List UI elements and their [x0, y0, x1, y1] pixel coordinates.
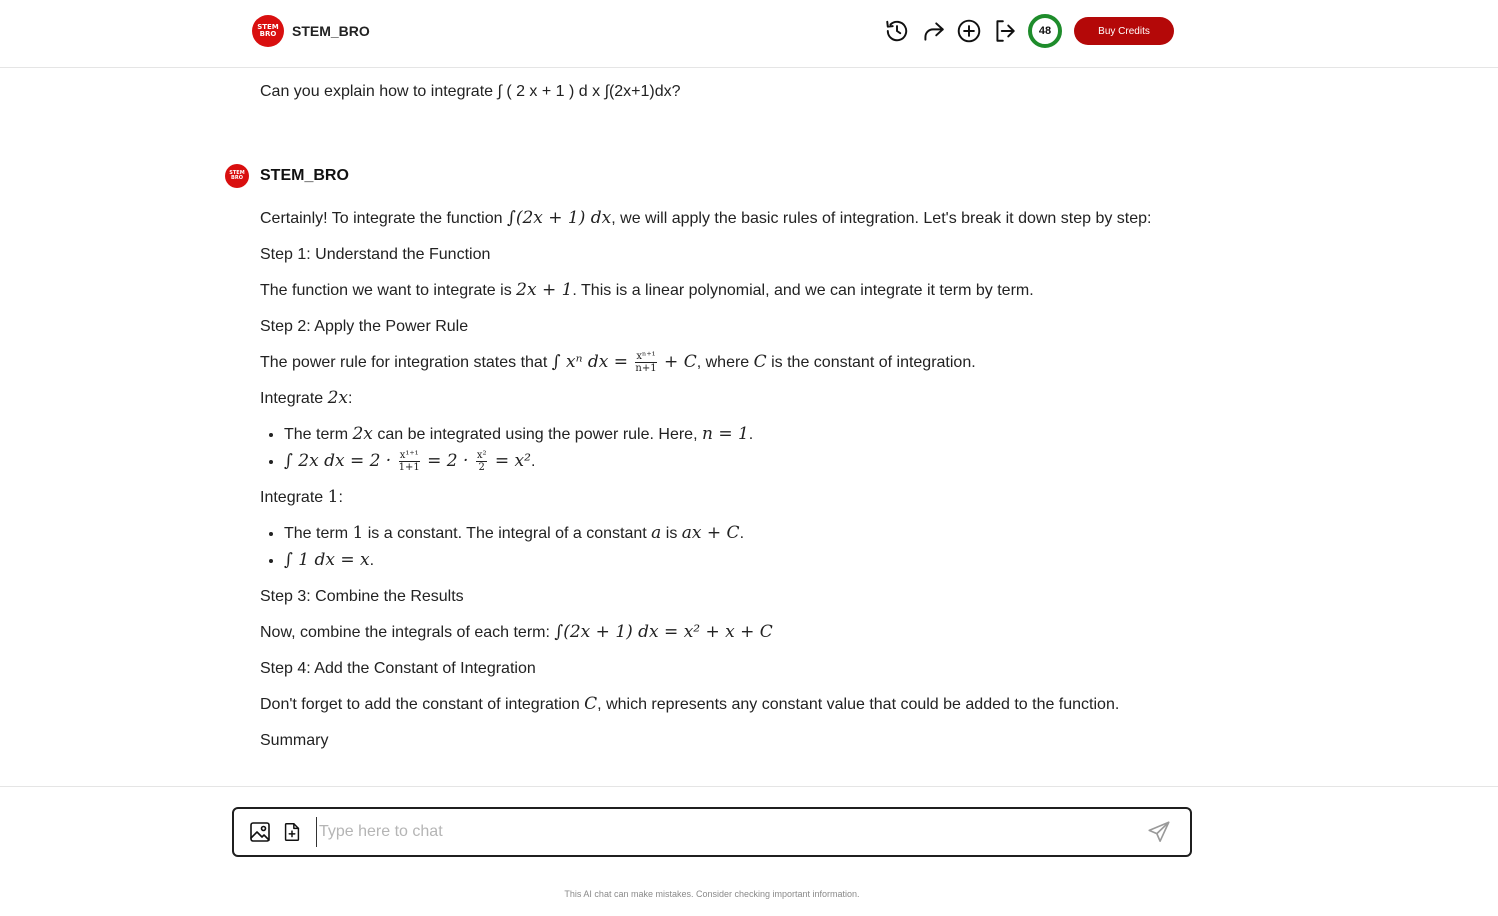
list-item [284, 548, 1180, 573]
new-chat-icon[interactable] [956, 18, 982, 44]
intro-paragraph [260, 206, 1180, 231]
step4-math: C [584, 694, 598, 714]
b1-text-mid: can be integrated using the power rule. Here, [372, 426, 702, 443]
brand-logo [252, 15, 284, 47]
toolbar [884, 13, 1174, 49]
b2-frac1-num: x¹⁺¹ [399, 450, 419, 462]
power-frac-num: xⁿ⁺¹ [636, 351, 656, 363]
brand-name: STEM_BRO [292, 23, 370, 39]
list-item [284, 521, 1180, 546]
power-frac-den: n+1 [635, 363, 657, 375]
step1-paragraph [260, 278, 1180, 303]
int1-math: 1 [327, 487, 339, 507]
file-upload-icon[interactable] [280, 820, 304, 844]
power-text: The power rule for integration states that [260, 354, 552, 371]
b4-text-after: . [369, 552, 375, 569]
b3-text-mid1: is a constant. The integral of a constant [363, 525, 652, 542]
int2x-math: 2x [327, 388, 349, 408]
power-math-right: + C [658, 352, 697, 372]
b3-text-mid2: is [661, 525, 682, 542]
logo-text-bottom: BRO [259, 30, 277, 38]
b4-math: ∫ 1 dx = x [284, 550, 370, 570]
b1-math2: n = 1 [701, 424, 749, 444]
list-item [284, 449, 1180, 474]
step1-text-after: . This is a linear polynomial, and we can integrate it term by term. [572, 282, 1034, 299]
bot-avatar-text-bottom: BRO [231, 175, 243, 181]
image-upload-icon[interactable] [248, 820, 272, 844]
step3-title: Step 3: Combine the Results [260, 588, 464, 605]
share-icon[interactable] [920, 18, 946, 44]
bot-avatar [225, 164, 249, 188]
step1-title: Step 1: Understand the Function [260, 246, 491, 263]
b2-text-after: . [530, 453, 536, 470]
b2-frac2-num: x² [476, 450, 487, 462]
integrate-2x-list [284, 422, 1180, 474]
bot-avatar-text-top: STEM [229, 170, 245, 176]
b3-math3: ax + C [681, 523, 740, 543]
b2-math-a: ∫ 2x dx = 2 · [284, 451, 397, 471]
int1-colon: : [338, 489, 343, 506]
disclaimer: This AI chat can make mistakes. Consider checking important information. [564, 889, 860, 899]
b2-math-b: = 2 · [421, 451, 474, 471]
b2-math-c: = x² [489, 451, 531, 471]
step1-text: The function we want to integrate is [260, 282, 517, 299]
summary-title: Summary [260, 732, 329, 749]
integrate-1-label [260, 485, 1180, 510]
integrate-1-list [284, 521, 1180, 573]
power-c: C [753, 352, 767, 372]
bot-message-header [225, 164, 349, 188]
intro-text: Certainly! To integrate the function [260, 210, 507, 227]
power-math-left: ∫ xⁿ dx = [551, 352, 634, 372]
chat-composer [232, 807, 1192, 857]
bot-name: STEM_BRO [260, 167, 349, 184]
step4-text: Don't forget to add the constant of integration [260, 696, 585, 713]
bot-answer [260, 206, 1180, 764]
b2-fraction-1 [399, 450, 420, 473]
top-bar [0, 0, 1498, 68]
step1-math: 2x + 1 [516, 280, 573, 300]
history-icon[interactable] [884, 18, 910, 44]
b2-frac2-den: 2 [478, 462, 485, 474]
b1-math1: 2x [352, 424, 373, 444]
int2x-colon: : [348, 390, 353, 407]
user-message: Can you explain how to integrate ∫ ( 2 x + 1 ) d x ∫(2x+1)dx? [260, 83, 681, 100]
step3-paragraph [260, 620, 1180, 645]
int1-text: Integrate [260, 489, 328, 506]
power-rule-paragraph [260, 350, 1180, 375]
step4-text-after: , which represents any constant value that could be added to the function. [597, 696, 1120, 713]
b1-text: The term [284, 426, 353, 443]
logo-text-top: STEM [257, 23, 279, 31]
step4-paragraph [260, 692, 1180, 717]
integrate-2x-label [260, 386, 1180, 411]
composer-area [0, 786, 1498, 916]
intro-math: ∫(2x + 1) dx [506, 208, 612, 228]
b2-fraction-2 [476, 450, 488, 473]
step2-title: Step 2: Apply the Power Rule [260, 318, 469, 335]
power-text-mid: , where [696, 354, 754, 371]
b3-text-after: . [739, 525, 745, 542]
brand[interactable] [252, 15, 370, 47]
list-item [284, 422, 1180, 447]
b3-text: The term [284, 525, 353, 542]
b2-frac1-den: 1+1 [398, 462, 420, 474]
int2x-text: Integrate [260, 390, 328, 407]
buy-credits-button[interactable]: Buy Credits [1074, 17, 1174, 45]
b3-math2: a [651, 523, 662, 543]
step4-title: Step 4: Add the Constant of Integration [260, 660, 536, 677]
b1-text-after: . [748, 426, 754, 443]
send-icon[interactable] [1144, 817, 1174, 847]
intro-text-after: , we will apply the basic rules of integration. Let's break it down step by step: [611, 210, 1152, 227]
logout-icon[interactable] [992, 18, 1018, 44]
power-fraction [635, 351, 656, 374]
step3-math: ∫(2x + 1) dx = x² + x + C [554, 622, 773, 642]
chat-input[interactable] [316, 817, 1144, 847]
credits-counter[interactable]: 48 [1028, 14, 1062, 48]
b3-math1: 1 [352, 523, 364, 543]
step3-text: Now, combine the integrals of each term: [260, 624, 555, 641]
power-text-after: is the constant of integration. [766, 354, 976, 371]
chat-scroll-area[interactable] [0, 68, 1498, 786]
